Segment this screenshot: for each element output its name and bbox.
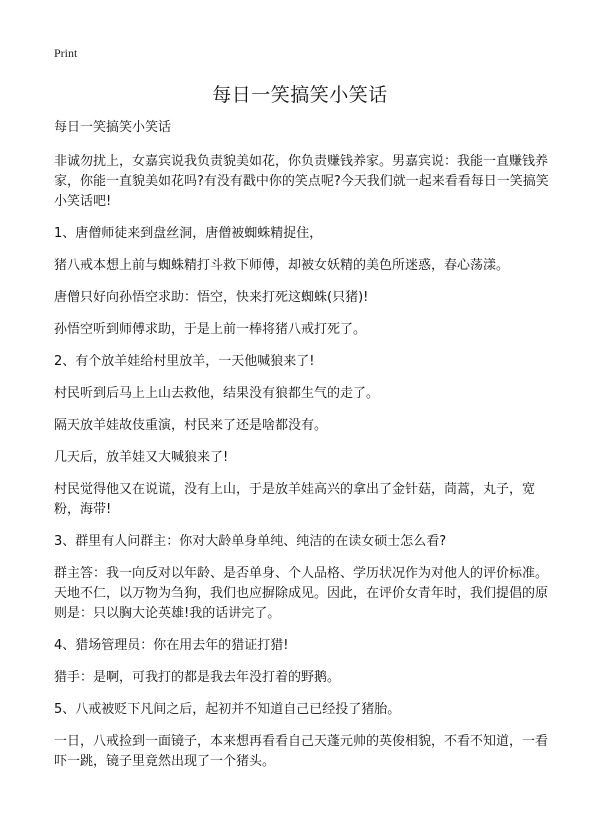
paragraph: 猎手：是啊，可我打的都是我去年没打着的野鹅。 bbox=[54, 670, 341, 685]
page-title: 每日一笑搞笑小笑话 bbox=[212, 84, 388, 106]
paragraph: 隔天放羊娃故伎重演，村民来了还是啥都没有。 bbox=[54, 418, 328, 433]
article-body bbox=[54, 118, 556, 784]
paragraph: 孙悟空听到师傅求助，于是上前一棒将猪八戒打死了。 bbox=[54, 322, 367, 337]
paragraph: 村民听到后马上上山去救他，结果没有狼都生气的走了。 bbox=[54, 386, 380, 401]
paragraph: 猪八戒本想上前与蜘蛛精打斗救下师傅，却被女妖精的美色所迷惑，春心荡漾。 bbox=[54, 258, 510, 273]
paragraph: 5、八戒被贬下凡间之后，起初并不知道自己已经投了猪胎。 bbox=[54, 702, 401, 717]
paragraph: 群主答：我一向反对以年龄、是否单身、个人品格、学历状况作为对他人的评价标准。天地不仁，以万物为刍狗，我们也应摒除成见。因此，在评价女青年时，我们提倡的原则是：只以胸大论英雄!我的话讲完了。 bbox=[54, 566, 549, 621]
paragraph: 一日，八戒捡到一面镜子，本来想再看看自己天蓬元帅的英俊相貌，不看不知道，一看吓一跳，镜子里竟然出现了一个猪头。 bbox=[54, 734, 549, 769]
paragraph: 2、有个放羊娃给村里放羊，一天他喊狼来了! bbox=[54, 354, 315, 369]
paragraph: 村民觉得他又在说谎，没有上山，于是放羊娃高兴的拿出了金针菇，茼蒿，丸子，宽粉，海带! bbox=[54, 482, 536, 517]
paragraph: 1、唐僧师徒来到盘丝洞，唐僧被蜘蛛精捉住， bbox=[54, 226, 323, 241]
paragraph: 3、群里有人问群主：你对大龄单身单纯、纯洁的在读女硕士怎么看? bbox=[54, 534, 447, 549]
paragraph: 唐僧只好向孙悟空求助：悟空，快来打死这蜘蛛(只猪)! bbox=[54, 290, 369, 305]
print-link[interactable]: Print bbox=[54, 46, 78, 60]
paragraph: 4、猎场管理员：你在用去年的猎证打猎! bbox=[54, 638, 289, 653]
article-subtitle: 每日一笑搞笑小笑话 bbox=[54, 120, 172, 135]
paragraph: 非诚勿扰上，女嘉宾说我负责貌美如花，你负责赚钱养家。男嘉宾说：我能一直赚钱养家，你能一直貌美如花吗?有没有戳中你的笑点呢?今天我们就一起来看看每日一笑搞笑小笑话吧! bbox=[54, 154, 549, 209]
paragraph: 几天后，放羊娃又大喊狼来了! bbox=[54, 450, 229, 465]
